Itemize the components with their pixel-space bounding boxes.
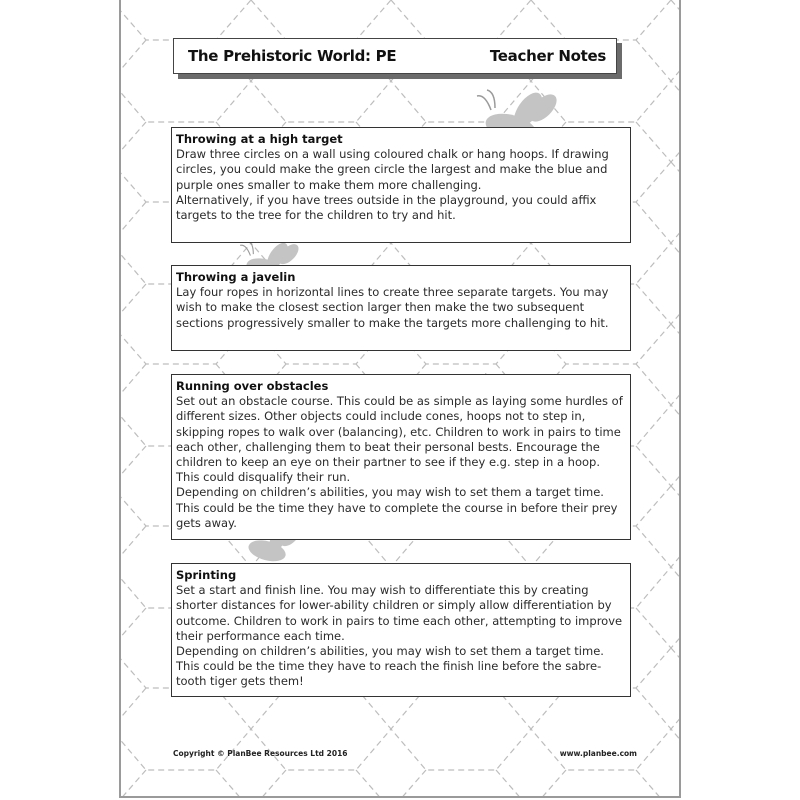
note-heading: Sprinting	[176, 568, 237, 582]
worksheet-page	[119, 0, 681, 798]
note-paragraph: Set out an obstacle course. This could be as simple as laying some hurdles of different sizes. Other objects could include cones, hoops not to step in, skipping ropes to walk over (balancing), etc. Children to work in pairs to time each other, challenging them to beat their personal bests. Encourage the children to keep an eye on their partner to see if they e.g. step in a hoop. This could disqualify their run.	[176, 394, 623, 485]
note-paragraph: Lay four ropes in horizontal lines to create three separate targets. You may wish to make the closest section larger then make the two subsequent sections progressively smaller to make the targets more challenging to hit.	[176, 285, 609, 330]
note-paragraph: Depending on children’s abilities, you may wish to set them a target time. This could be the time they have to reach the finish line before the sabre-tooth tiger gets them!	[176, 644, 604, 689]
note-paragraph: Alternatively, if you have trees outside in the playground, you could affix targets to the tree for the children to try and hit.	[176, 192, 597, 223]
note-box-sprinting	[171, 563, 631, 697]
note-paragraph: Set a start and finish line. You may wish to differentiate this by creating shorter distances for lower-ability children or simply allow differentiation by outcome. Children to work in pairs to time each other, attempting to improve their performance each time.	[176, 583, 623, 643]
section-label: Teacher Notes	[489, 47, 606, 65]
note-paragraph: Depending on children’s abilities, you may wish to set them a target time. This could be the time they have to complete the course in before their prey gets away.	[176, 485, 618, 530]
note-box-high-target	[171, 127, 631, 243]
page-title: The Prehistoric World: PE	[188, 47, 397, 65]
website-link[interactable]: www.planbee.com	[559, 749, 637, 758]
copyright-text: Copyright © PlanBee Resources Ltd 2016	[173, 749, 348, 758]
note-heading: Running over obstacles	[176, 379, 329, 393]
note-paragraph: Draw three circles on a wall using coloured chalk or hang hoops. If drawing circles, you could make the green circle the largest and make the blue and purple ones smaller to make them more challenging.	[176, 147, 609, 192]
note-heading: Throwing a javelin	[176, 270, 296, 284]
note-box-javelin	[171, 265, 631, 351]
note-heading: Throwing at a high target	[176, 132, 343, 146]
header-bar	[173, 38, 617, 74]
note-box-obstacles	[171, 374, 631, 540]
